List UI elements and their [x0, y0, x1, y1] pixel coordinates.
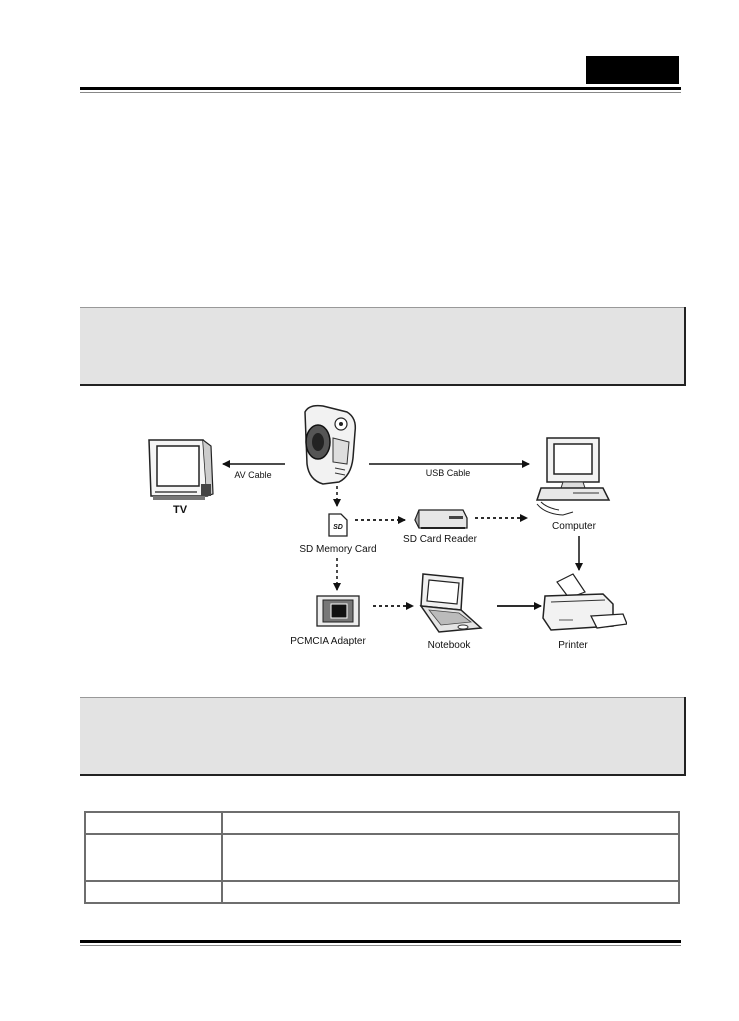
printer-icon — [543, 574, 627, 630]
usb-cable-label: USB Cable — [425, 468, 471, 478]
tv-label: TV — [172, 504, 188, 516]
notebook-label: Notebook — [427, 640, 471, 651]
table-cell — [85, 881, 222, 903]
gray-section-box-top — [80, 307, 686, 386]
tv-icon — [149, 440, 213, 500]
table-row — [85, 881, 679, 903]
connection-diagram — [133, 398, 627, 661]
table-row — [85, 812, 679, 834]
av-cable-label: AV Cable — [234, 470, 272, 480]
gray-section-box-bottom — [80, 697, 686, 776]
computer-label: Computer — [552, 521, 596, 532]
header-rule-thin — [80, 92, 681, 93]
header-rule — [80, 87, 681, 90]
table-row — [85, 834, 679, 881]
computer-icon — [537, 438, 609, 515]
header-tab — [586, 56, 679, 84]
table-cell — [222, 834, 679, 881]
sd-card-reader-label: SD Card Reader — [403, 534, 477, 545]
table-cell — [85, 812, 222, 834]
footer-rule — [80, 940, 681, 943]
table-cell — [222, 812, 679, 834]
printer-label: Printer — [558, 640, 588, 651]
sd-card-icon — [329, 514, 347, 536]
sd-memory-card-label: SD Memory Card — [299, 544, 377, 555]
spec-table — [84, 811, 680, 904]
pcmcia-adapter-label: PCMCIA Adapter — [290, 636, 366, 647]
table-cell — [85, 834, 222, 881]
camcorder-icon — [305, 406, 355, 484]
sd-logo: SD — [333, 524, 343, 531]
pcmcia-adapter-icon — [317, 596, 359, 626]
notebook-icon — [421, 574, 481, 632]
card-reader-icon — [415, 510, 467, 528]
table-cell — [222, 881, 679, 903]
footer-rule-thin — [80, 945, 681, 946]
